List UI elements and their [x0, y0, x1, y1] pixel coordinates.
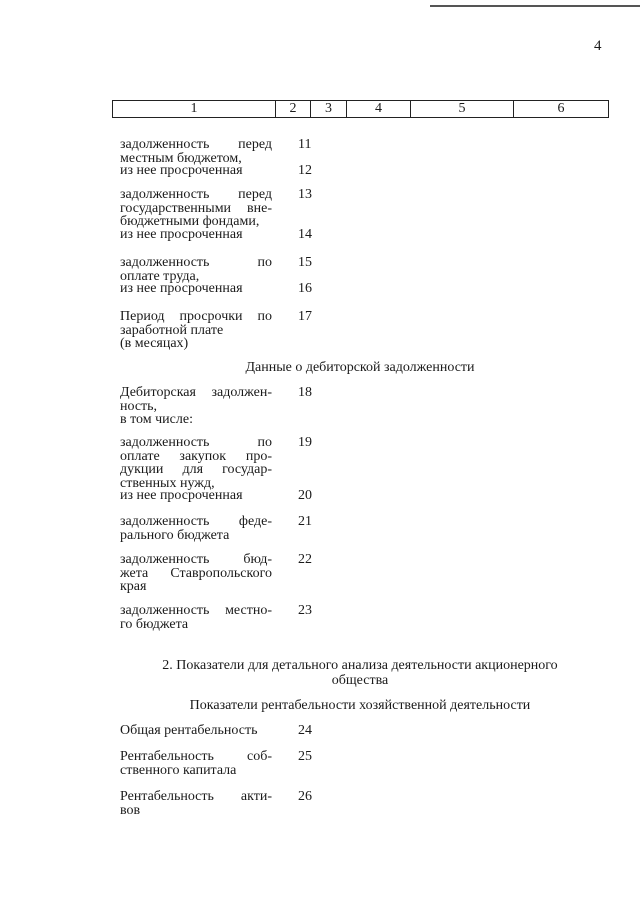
column-header-table [112, 100, 609, 118]
row-code: 19 [298, 435, 312, 450]
row-label: Рентабельность акти- вов [120, 789, 272, 818]
row-code: 16 [298, 281, 312, 296]
row-label: задолженность перед местным бюджетом, [120, 137, 272, 166]
row-code: 26 [298, 789, 312, 804]
row-label: Рентабельность соб- ственного капитала [120, 749, 272, 778]
row-label: задолженность перед государственными вне- бюджетными фондами, [120, 187, 272, 229]
row-code: 13 [298, 187, 312, 202]
row-label: Период просрочки по заработной плате (в месяцах) [120, 309, 272, 351]
row-label: из нее просроченная [120, 281, 243, 296]
row-code: 20 [298, 488, 312, 503]
row-code: 12 [298, 163, 312, 178]
row-code: 15 [298, 255, 312, 270]
column-header-4: 4 [347, 101, 411, 118]
row-label: Дебиторская задолжен- ность, в том числе: [120, 385, 272, 427]
row-code: 24 [298, 723, 312, 738]
section-heading-profitability: Показатели рентабельности хозяйственной деятельности [189, 698, 531, 713]
row-label: задолженность местно- го бюджета [120, 603, 272, 632]
column-header-5: 5 [411, 101, 514, 118]
page-number: 4 [594, 38, 602, 54]
row-code: 11 [298, 137, 312, 152]
row-label: задолженность феде- рального бюджета [120, 514, 272, 543]
row-code: 18 [298, 385, 312, 400]
row-label: задолженность бюд- жета Ставропольского края [120, 552, 272, 594]
row-label: из нее просроченная [120, 227, 243, 242]
column-header-1: 1 [113, 101, 276, 118]
row-label: Общая рентабельность [120, 723, 258, 738]
row-label: задолженность по оплате закупок про- дукции для государ- ственных нужд, [120, 435, 272, 491]
column-header-6: 6 [514, 101, 609, 118]
section-2-title [112, 658, 608, 688]
row-code: 17 [298, 309, 312, 324]
section-2-title-line-1: 2. Показатели для детального анализа деятельности акционерного [162, 658, 558, 673]
column-header-3: 3 [311, 101, 347, 118]
row-code: 14 [298, 227, 312, 242]
section-2-title-line-2: общества [331, 673, 389, 688]
row-code: 23 [298, 603, 312, 618]
row-label: из нее просроченная [120, 488, 243, 503]
row-code: 25 [298, 749, 312, 764]
row-code: 21 [298, 514, 312, 529]
row-label: из нее просроченная [120, 163, 243, 178]
top-rule [430, 5, 640, 7]
row-code: 22 [298, 552, 312, 567]
column-header-2: 2 [276, 101, 311, 118]
section-heading-receivables: Данные о дебиторской задолженности [245, 360, 475, 375]
row-label: задолженность по оплате труда, [120, 255, 272, 284]
